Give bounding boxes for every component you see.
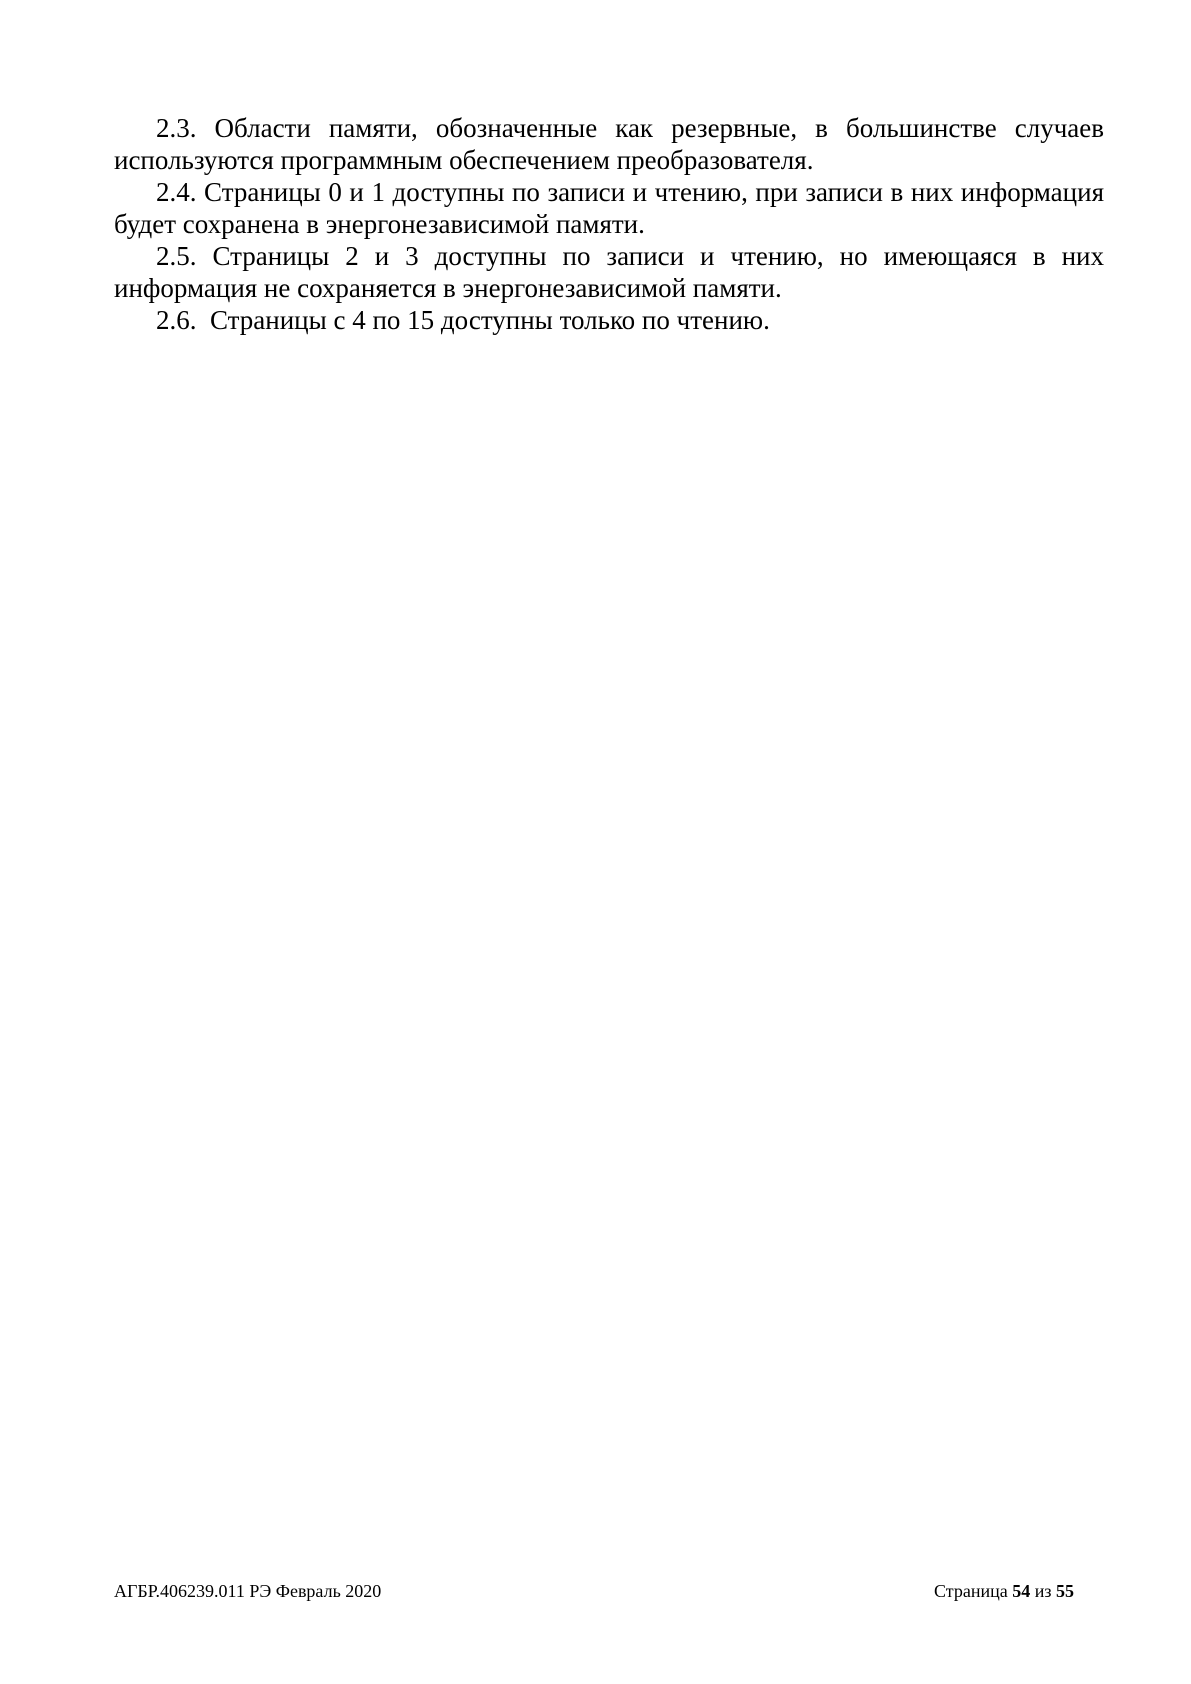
- page-total: 55: [1056, 1581, 1074, 1601]
- paragraph-2-4: 2.4. Страницы 0 и 1 доступны по записи и чтению, при записи в них информация будет сохранена в энергонезависимой памяти.: [114, 177, 1104, 239]
- paragraph-2-6: 2.6. Страницы с 4 по 15 доступны только по чтению.: [156, 305, 770, 335]
- document-code: АГБР.406239.011 РЭ Февраль 2020: [114, 1581, 382, 1601]
- page-counter: [934, 1580, 1074, 1602]
- document-body: [114, 112, 1104, 336]
- paragraph-2-3: 2.3. Области памяти, обозначенные как резервные, в большинстве случаев используются программным обеспечением преобразователя.: [114, 113, 1104, 175]
- paragraph-2-5: 2.5. Страницы 2 и 3 доступны по записи и чтению, но имеющаяся в них информация не сохраняется в энергонезависимой памяти.: [114, 241, 1104, 303]
- page-label: Страница: [934, 1581, 1008, 1601]
- of-label: из: [1034, 1581, 1052, 1601]
- page-number: 54: [1012, 1581, 1031, 1601]
